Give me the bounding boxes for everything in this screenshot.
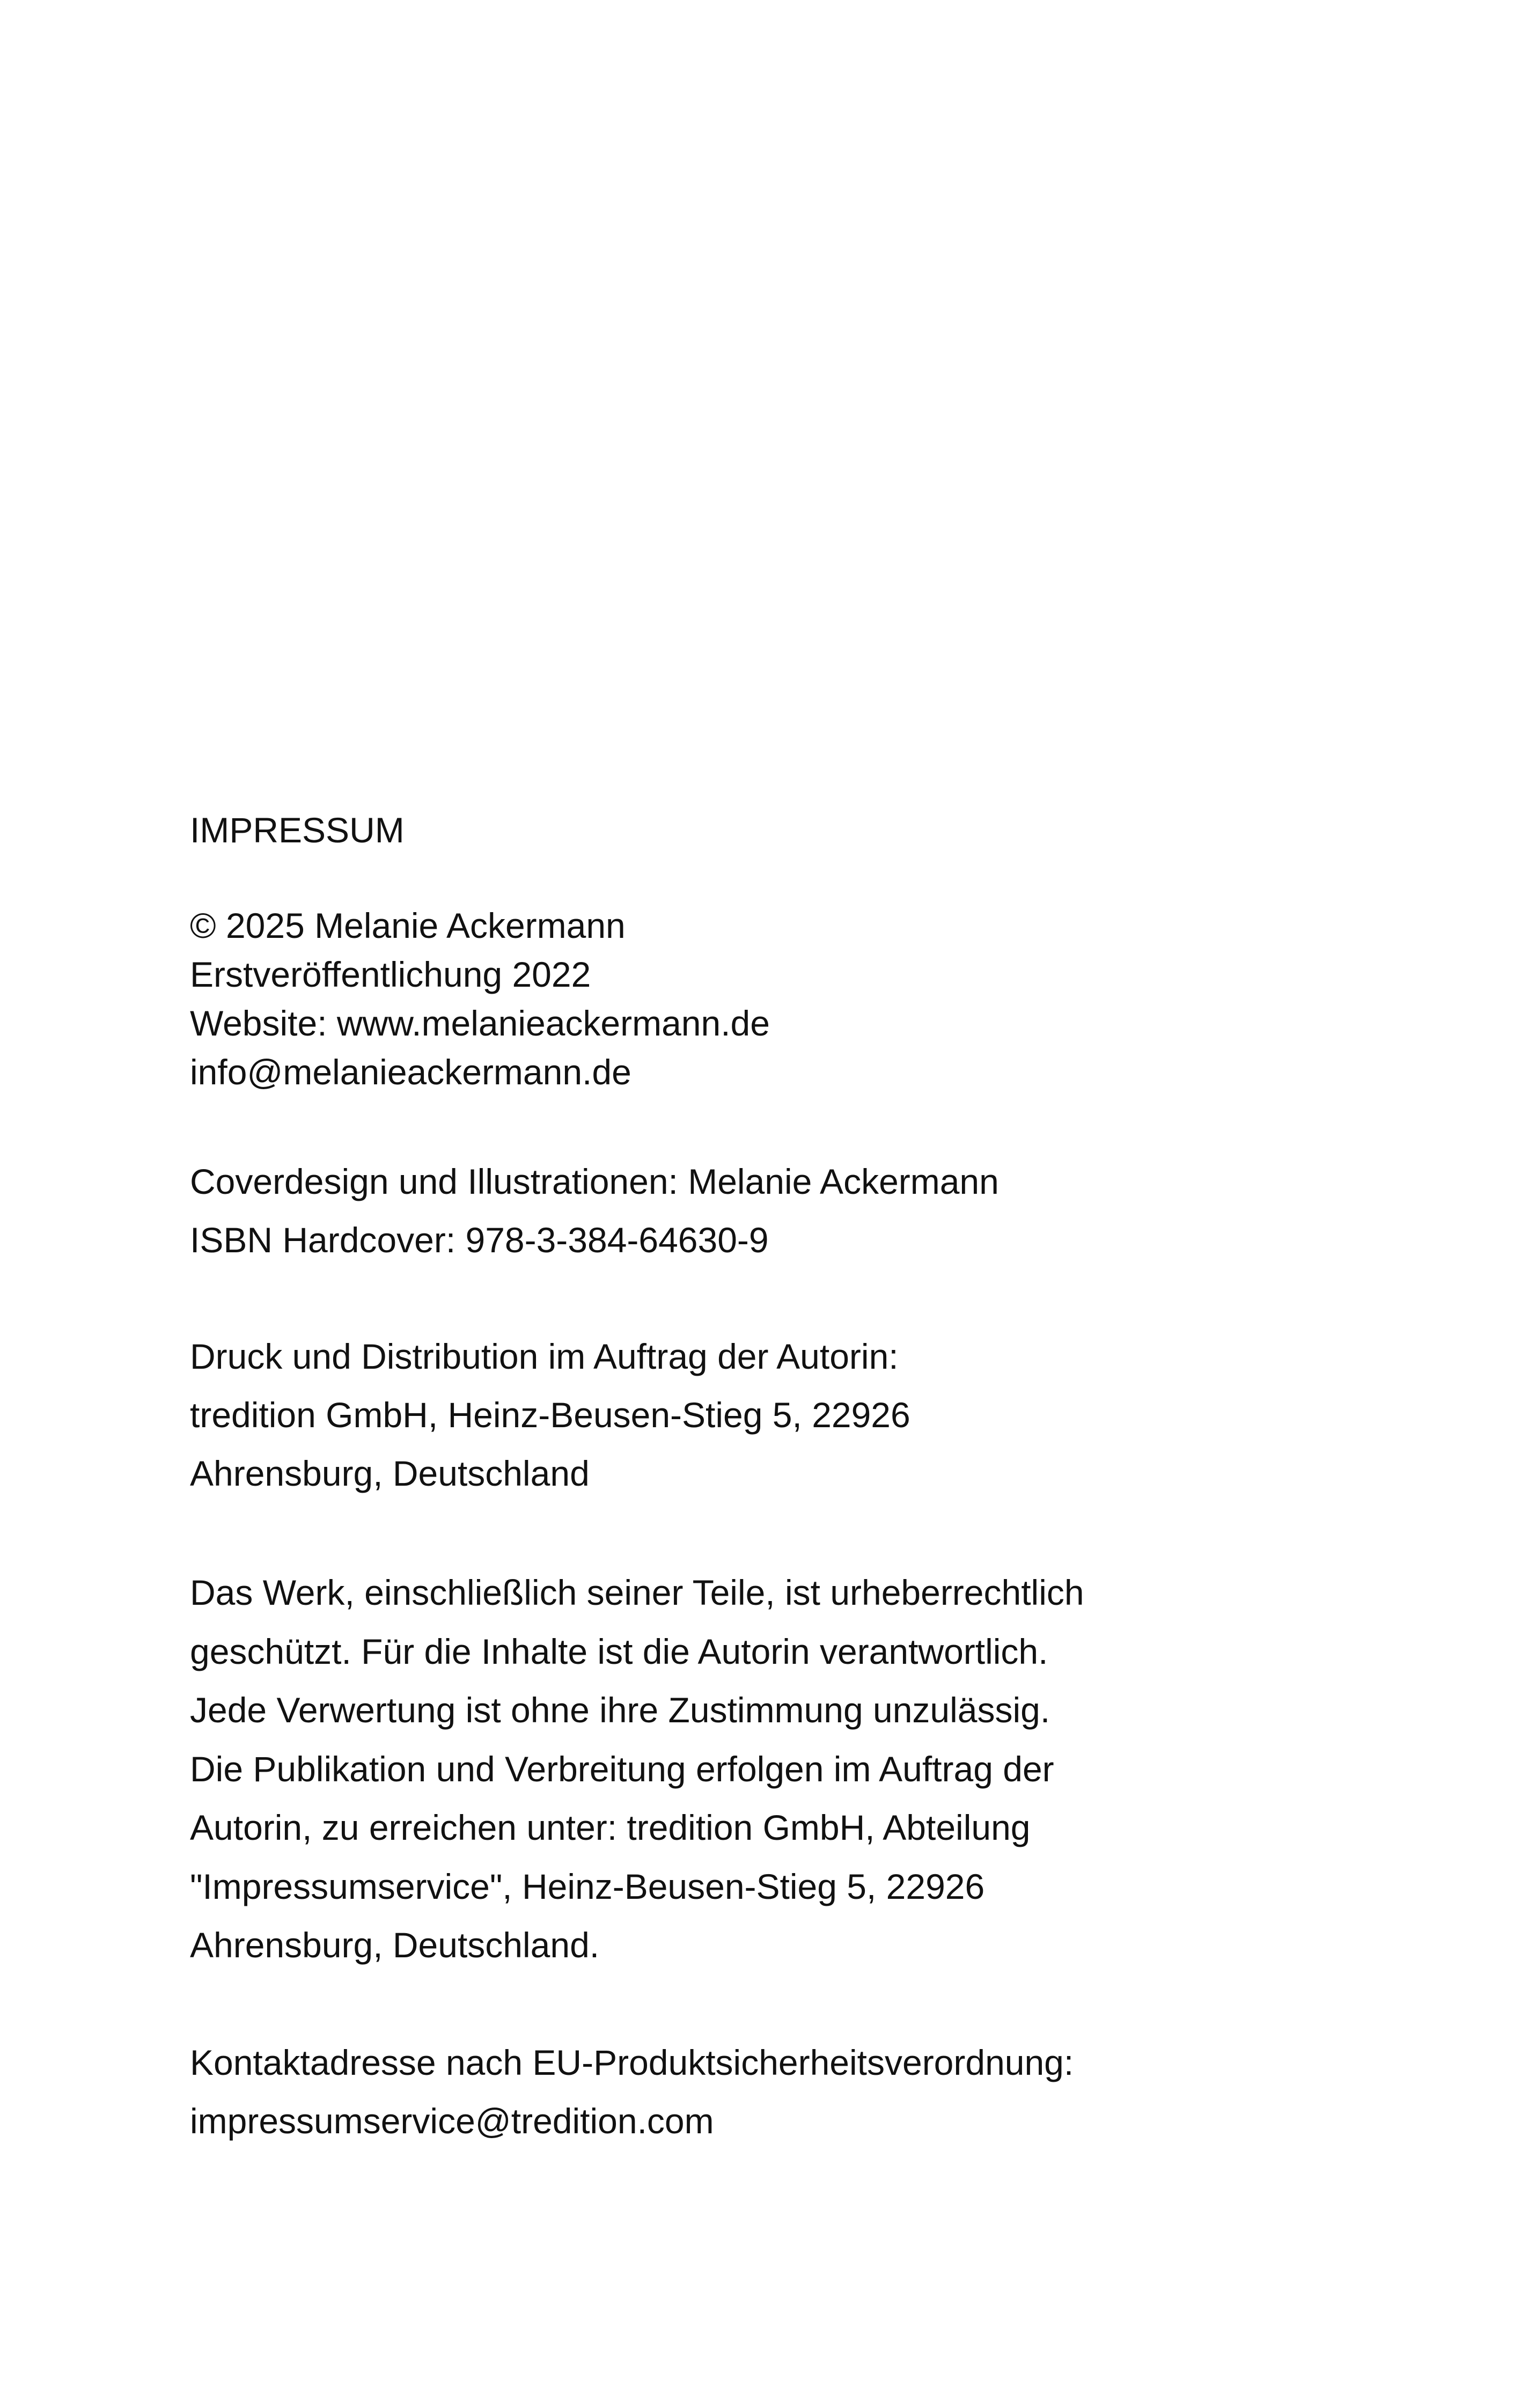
- credits-section: [190, 1152, 1370, 1269]
- website-line: Website: www.melanieackermann.de: [190, 1003, 770, 1043]
- isbn-line: ISBN Hardcover: 978-3-384-64630-9: [190, 1220, 769, 1260]
- legal-line: Ahrensburg, Deutschland.: [190, 1925, 600, 1965]
- author-email-line: info@melanieackermann.de: [190, 1052, 631, 1092]
- printing-line: tredition GmbH, Heinz-Beusen-Stieg 5, 22926: [190, 1395, 910, 1435]
- copyright-line: © 2025 Melanie Ackermann: [190, 906, 626, 945]
- contact-section: [190, 2033, 1370, 2150]
- legal-line: Das Werk, einschließlich seiner Teile, ist urheberrechtlich: [190, 1573, 1084, 1612]
- contact-label: Kontaktadresse nach EU-Produktsicherheitsverordnung:: [190, 2043, 1074, 2082]
- legal-line: geschützt. Für die Inhalte ist die Autorin verantwortlich.: [190, 1631, 1048, 1671]
- first-publication-line: Erstveröffentlichung 2022: [190, 955, 591, 994]
- legal-line: Autorin, zu erreichen unter: tredition GmbH, Abteilung: [190, 1808, 1031, 1847]
- legal-notice-section: [190, 1563, 1370, 1975]
- cover-design-line: Coverdesign und Illustrationen: Melanie Ackermann: [190, 1162, 999, 1201]
- legal-line: "Impressumservice", Heinz-Beusen-Stieg 5, 22926: [190, 1866, 985, 1906]
- impressum-title: IMPRESSUM: [190, 810, 405, 850]
- legal-line: Jede Verwertung ist ohne ihre Zustimmung unzulässig.: [190, 1690, 1050, 1730]
- printing-section: [190, 1327, 1370, 1503]
- printing-line: Druck und Distribution im Auftrag der Autorin:: [190, 1337, 899, 1376]
- printing-line: Ahrensburg, Deutschland: [190, 1453, 590, 1493]
- rights-section: [190, 901, 1370, 1097]
- contact-email: impressumservice@tredition.com: [190, 2101, 714, 2141]
- impressum-heading: [190, 805, 1370, 855]
- legal-line: Die Publikation und Verbreitung erfolgen im Auftrag der: [190, 1749, 1054, 1789]
